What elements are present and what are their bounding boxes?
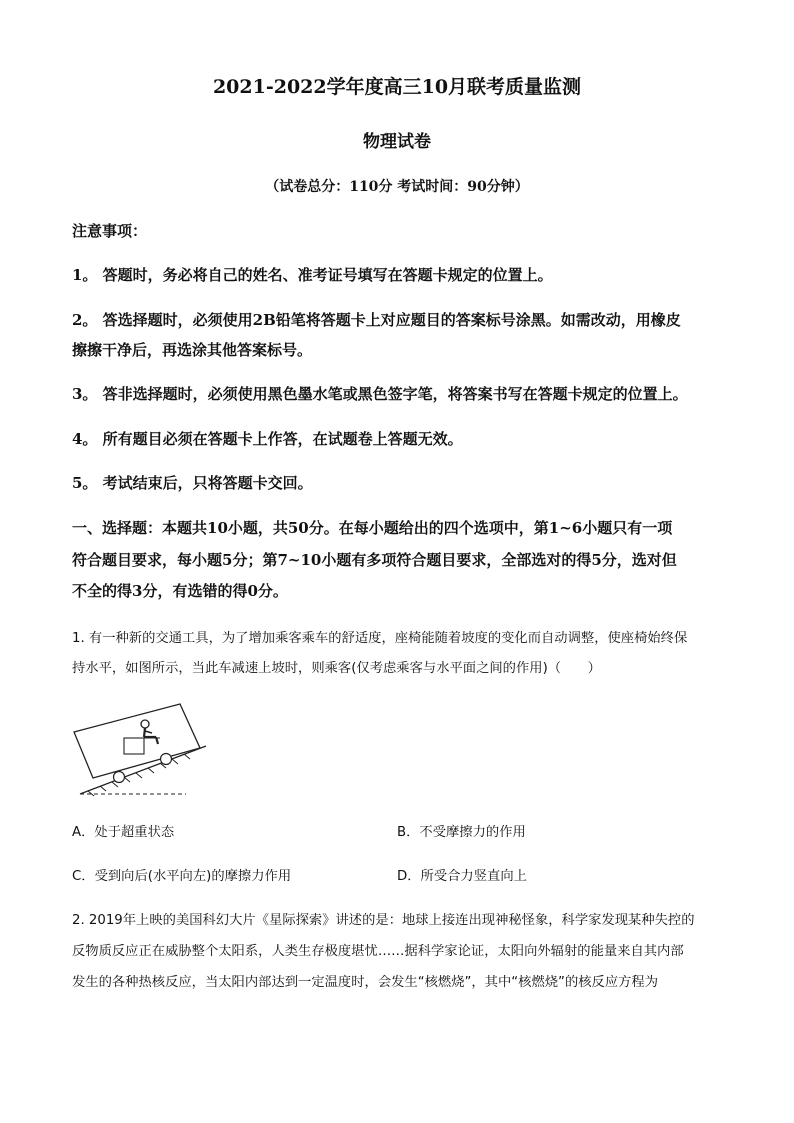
exam-meta: （试卷总分：110分 考试时间：90分钟） <box>265 179 529 195</box>
notes-heading: 注意事项： <box>72 222 148 240</box>
question-1-text: 1. 有一种新的交通工具，为了增加乘客乘车的舒适度，座椅能随着坡度的变化而自动调整，使座椅始终保 <box>72 631 688 646</box>
section-heading-cont: 符合题目要求，每小题5分；第7~10小题有多项符合题目要求，全部选对的得5分，选对但 <box>72 551 677 569</box>
note-item: 3。 答非选择题时，必须使用黑色墨水笔或黑色签字笔，将答案书写在答题卡规定的位置上。 <box>72 385 688 403</box>
option-b: B．不受摩擦力的作用 <box>397 825 526 840</box>
note-item: 2。 答选择题时，必须使用2B铅笔将答题卡上对应题目的答案标号涂黑。如需改动，用橡皮 <box>72 311 681 329</box>
section-heading: 一、选择题：本题共10小题，共50分。在每小题给出的四个选项中，第1~6小题只有一项 <box>72 519 673 537</box>
question-2-text-cont: 反物质反应正在威胁整个太阳系，人类生存极度堪忧……据科学家论证，太阳向外辐射的能量来自其内部 <box>72 944 684 959</box>
question-1-text-cont: 持水平，如图所示，当此车减速上坡时，则乘客(仅考虑乘客与水平面之间的作用)（ ） <box>72 661 601 676</box>
option-a: A．处于超重状态 <box>72 825 175 840</box>
question-2-text-cont: 发生的各种热核反应，当太阳内部达到一定温度时，会发生“核燃烧”，其中“核燃烧”的核反应方程为 <box>72 975 659 990</box>
section-heading-cont: 不全的得3分，有选错的得0分。 <box>72 582 288 600</box>
note-item: 4。 所有题目必须在答题卡上作答，在试题卷上答题无效。 <box>72 430 463 448</box>
note-item: 1。 答题时，务必将自己的姓名、准考证号填写在答题卡规定的位置上。 <box>72 266 553 284</box>
question-2-text: 2. 2019年上映的美国科幻大片《星际探索》讲述的是：地球上接连出现神秘怪象，科学家发现某种失控的 <box>72 913 695 928</box>
inclined-vehicle-figure <box>68 700 218 800</box>
option-d: D．所受合力竖直向上 <box>397 869 527 884</box>
note-item: 5。 考试结束后，只将答题卡交回。 <box>72 474 313 492</box>
note-item-cont: 擦擦干净后，再选涂其他答案标号。 <box>72 341 313 359</box>
exam-title: 2021-2022学年度高三10月联考质量监测 <box>212 76 582 98</box>
option-c: C．受到向后(水平向左)的摩擦力作用 <box>72 869 292 884</box>
subject-title: 物理试卷 <box>363 132 431 152</box>
